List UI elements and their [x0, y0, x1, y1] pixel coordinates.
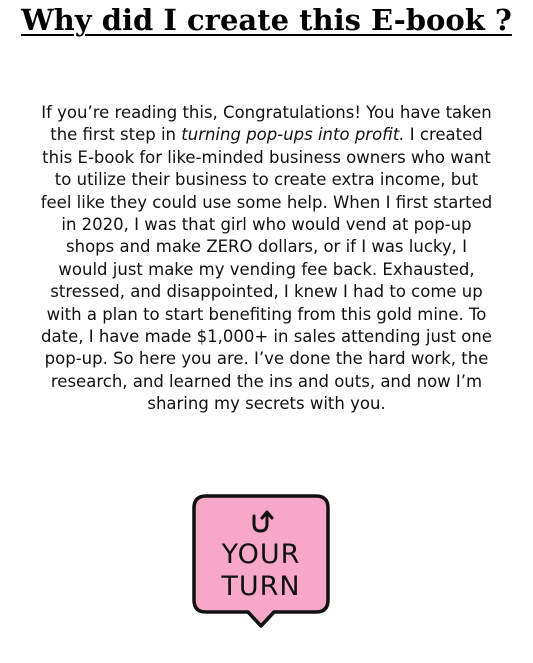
intro-text-part-2: I created this E-book for like-minded business owners who want to utilize their business to create extra income, but feel like they could use some help. When I first started in 2020, I was that girl who would vend at pop-up shops and make ZERO dollars, or if I was lucky, I would just make my vending fee back. Exhausted, stressed, and disappointed, I knew I had to come up with a plan to start benefiting from this gold mine. To date, I have made $1,000+ in sales attending just one pop-up. So here you are. I’ve done the hard work, the research, and learned the ins and outs, and now I’m sharing my secrets with you. [40, 125, 493, 414]
intro-text-italic: turning pop-ups into profit. [181, 125, 405, 145]
your-turn-badge [192, 494, 334, 630]
badge-line-1: YOUR [221, 539, 301, 570]
badge-line-2: TURN [221, 571, 301, 602]
intro-paragraph [40, 102, 493, 416]
page-title: Why did I create this E-book ? [21, 3, 512, 37]
intro-text-part-1: If you’re reading this, Congratulations! You have taken the first step in [41, 103, 492, 145]
